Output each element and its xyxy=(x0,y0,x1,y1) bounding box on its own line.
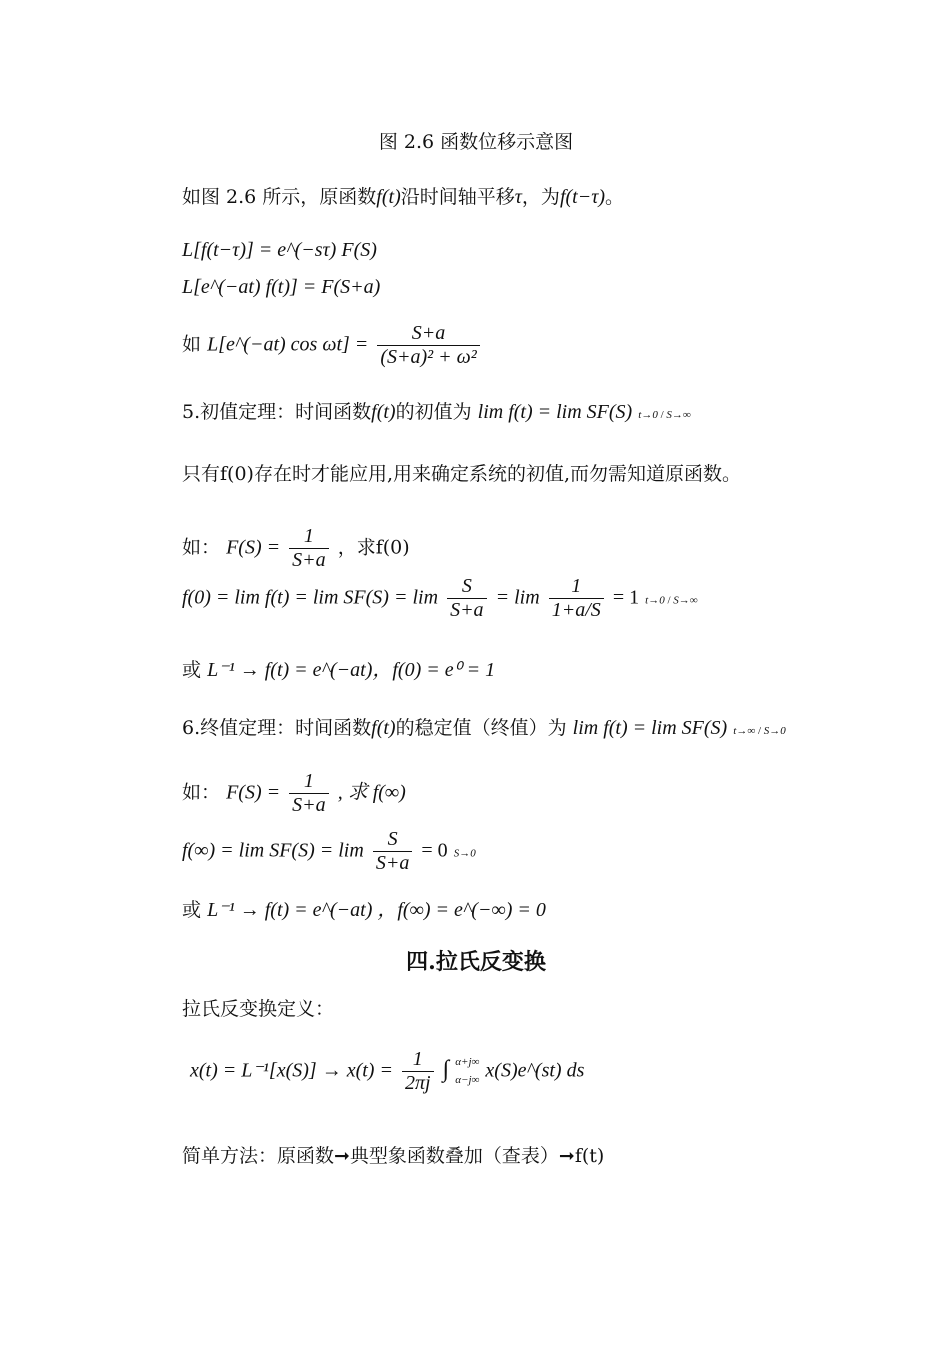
example-numerator: S+a xyxy=(411,322,446,344)
calc6-limits xyxy=(454,848,476,860)
intro-line xyxy=(182,185,624,209)
alt6-prefix: 或 xyxy=(182,899,202,921)
integral-upper: α+j∞ xyxy=(455,1055,480,1068)
calc5-part1: f(0) = lim f(t) = lim SF(S) = lim xyxy=(182,586,439,609)
calc5-num2: 1 xyxy=(571,575,582,597)
example6-fraction xyxy=(289,770,329,817)
theorem5-lim1: t→0 xyxy=(638,409,658,421)
intro-comma: ，为 xyxy=(521,186,560,208)
example6-prefix: 如： xyxy=(182,781,221,804)
intro-prefix: 如图 2.6 所示，原函数 xyxy=(182,186,377,208)
integral-limits xyxy=(455,1054,479,1089)
theorem6-mid: 的稳定值（终值）为 xyxy=(395,717,567,739)
calc5-frac2 xyxy=(549,575,604,622)
theorem6-lim1: t→∞ xyxy=(733,725,756,737)
example6-line xyxy=(182,770,406,817)
example5-prefix: 如： xyxy=(182,536,221,559)
example5-line xyxy=(182,525,410,572)
example5-fraction xyxy=(289,525,329,572)
theorem5-note: 只有f(0)存在时才能应用,用来确定系统的初值,而勿需知道原函数。 xyxy=(182,463,742,485)
def-integrand: x(S)e^(st) ds xyxy=(485,1059,585,1082)
integral-lower: α−j∞ xyxy=(455,1073,480,1086)
theorem5-mid: 的初值为 xyxy=(395,401,472,423)
calc5-result: = 1 xyxy=(612,586,640,609)
theorem6-line xyxy=(182,716,786,740)
example6-calc xyxy=(182,828,476,875)
calc6-den: S+a xyxy=(373,851,413,875)
theorem5-formula: lim f(t) = lim SF(S) xyxy=(477,401,633,423)
integral-sign: ∫ xyxy=(442,1056,450,1083)
def-lhs: x(t) = L⁻¹[x(S)] → x(t) = xyxy=(190,1059,393,1082)
example6-num: 1 xyxy=(303,770,314,792)
def-num: 1 xyxy=(412,1048,423,1070)
intro-end: 。 xyxy=(605,186,625,208)
calc5-lim-s: S→∞ xyxy=(673,594,698,607)
calc6-lim-s: S→0 xyxy=(453,847,476,860)
calc6-frac xyxy=(373,828,413,875)
theorem5-label: 5.初值定理：时间函数 xyxy=(182,401,372,423)
theorem5-ft: f(t) xyxy=(371,401,396,423)
calc5-frac1 xyxy=(447,575,487,622)
example5-den: S+a xyxy=(289,548,329,572)
eq-time-shift: L[f(t−τ)] = e^(−sτ) F(S) xyxy=(182,239,377,261)
theorem6-ft: f(t) xyxy=(371,717,396,739)
theorem5-line xyxy=(182,400,691,424)
example-denominator: (S+a)² + ω² xyxy=(377,345,479,369)
theorem6-label: 6.终值定理：时间函数 xyxy=(182,717,372,739)
calc5-lim-t0: t→0 xyxy=(645,594,665,607)
example-fraction xyxy=(377,322,479,369)
theorem5-lim2: S→∞ xyxy=(666,409,691,421)
example5-lhs: F(S) = xyxy=(226,536,281,559)
definition-equation xyxy=(190,1048,584,1095)
alt6-text: L⁻¹ → f(t) = e^(−at) ，f(∞) = e^(−∞) = 0 xyxy=(207,899,546,921)
theorem5-limits: t→0 / S→∞ xyxy=(638,409,691,421)
calc6-num: S xyxy=(387,828,398,850)
calc5-eq2: = lim xyxy=(495,586,540,609)
example5-num: 1 xyxy=(303,525,314,547)
figure-caption: 图 2.6 函数位移示意图 xyxy=(378,131,574,153)
example-prefix: 如 xyxy=(182,333,202,356)
simple-method: 简单方法：原函数➞典型象函数叠加（查表）➞f(t) xyxy=(182,1145,605,1167)
theorem6-lim2: S→0 xyxy=(763,725,786,737)
definition-label: 拉氏反变换定义： xyxy=(182,998,335,1020)
alt5-prefix: 或 xyxy=(182,659,202,681)
intro-shifted: f(t−τ) xyxy=(559,186,606,208)
eq-frequency-shift: L[e^(−at) f(t)] = F(S+a) xyxy=(182,276,381,298)
calc5-den2: 1+a/S xyxy=(549,598,604,622)
def-den: 2πj xyxy=(402,1071,434,1095)
theorem6-formula: lim f(t) = lim SF(S) xyxy=(572,717,728,739)
example5-alt xyxy=(182,658,495,682)
calc6-part1: f(∞) = lim SF(S) = lim xyxy=(182,839,364,862)
calc5-num1: S xyxy=(461,575,472,597)
example6-lhs: F(S) = xyxy=(226,781,281,804)
intro-ft: f(t) xyxy=(376,186,401,208)
example5-calc xyxy=(182,575,698,622)
calc5-den1: S+a xyxy=(447,598,487,622)
example6-alt xyxy=(182,898,546,922)
example5-suffix: ，求f(0) xyxy=(337,536,410,559)
intro-middle: 沿时间轴平移 xyxy=(400,186,515,208)
def-fraction xyxy=(402,1048,434,1095)
eq-example-line xyxy=(182,322,483,369)
intro-tau: τ xyxy=(514,186,522,208)
example-lhs: L[e^(−at) cos ωt] = xyxy=(207,333,369,356)
example6-suffix: , 求 f(∞) xyxy=(337,781,406,804)
calc6-result: = 0 xyxy=(421,839,448,862)
example6-den: S+a xyxy=(289,793,329,817)
theorem6-limits: t→∞ / S→0 xyxy=(733,725,786,737)
calc5-limits: t→0 / S→∞ xyxy=(645,594,698,607)
alt5-text: L⁻¹ → f(t) = e^(−at)，f(0) = e⁰ = 1 xyxy=(207,659,496,681)
section-title: 四.拉氏反变换 xyxy=(406,949,546,975)
